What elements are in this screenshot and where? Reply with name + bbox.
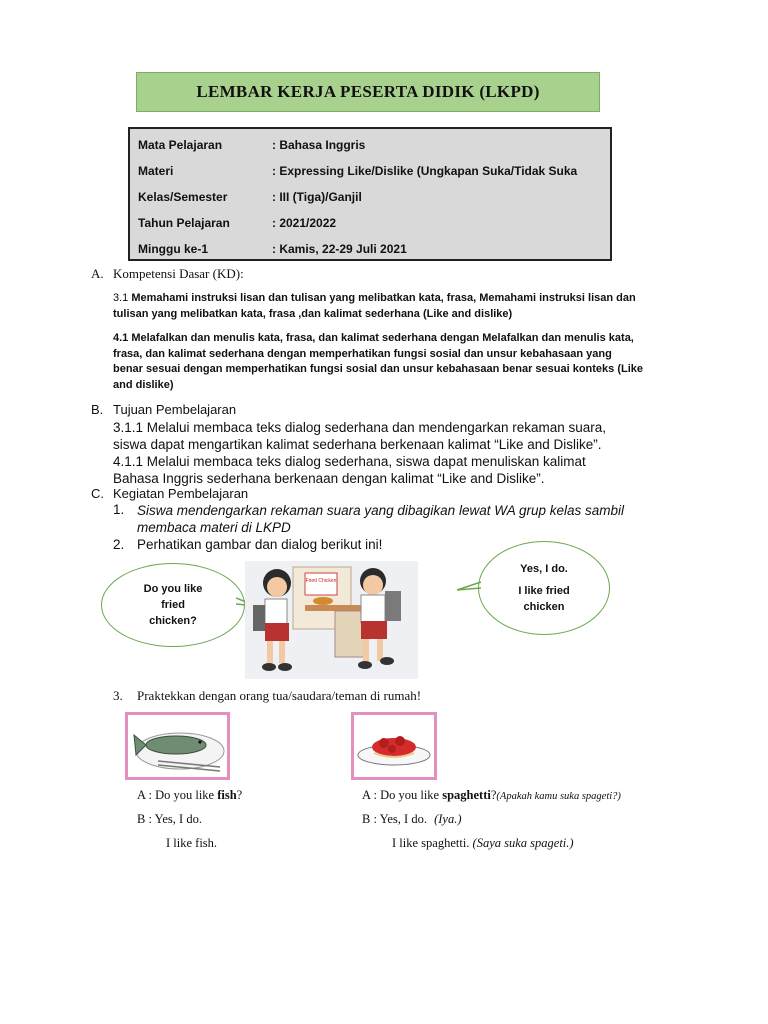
kd-4-1-line: 4.1 Melafalkan dan menulis kata, frasa, dan kalimat sederhana dengan Melafalkan dan menulis kata, bbox=[113, 332, 634, 344]
bubble-line: chicken bbox=[523, 601, 565, 613]
fish-plate-icon bbox=[128, 715, 227, 777]
section-b-marker: B. bbox=[91, 402, 104, 417]
section-c-marker: C. bbox=[91, 486, 104, 501]
activity-num: 3. bbox=[113, 688, 123, 703]
section-b-heading: Tujuan Pembelajaran bbox=[113, 402, 237, 417]
kids-fried-chicken-illustration bbox=[245, 561, 418, 679]
fish-dialog-a bbox=[137, 788, 242, 803]
objective-line: siswa dapat mengartikan kalimat sederhana berkenaan kalimat “Like and Dislike”. bbox=[113, 437, 602, 452]
info-value: : 2021/2022 bbox=[272, 216, 337, 230]
info-label: Minggu ke-1 bbox=[138, 242, 209, 256]
objectives bbox=[113, 419, 713, 487]
spaghetti-dialog-b bbox=[362, 812, 462, 827]
spaghetti-dialog-b2 bbox=[392, 836, 574, 851]
info-value: : Bahasa Inggris bbox=[272, 138, 366, 152]
spaghetti-picture-frame bbox=[351, 712, 437, 780]
dialog-text: : Do you like bbox=[148, 788, 218, 802]
speaker-a: A bbox=[137, 788, 146, 802]
dialog-punct: ? bbox=[236, 788, 243, 802]
dialog-punct: ? bbox=[490, 788, 497, 802]
objective-line: 3.1.1 Melalui membaca teks dialog sederhana dan mendengarkan rekaman suara, bbox=[113, 420, 607, 435]
dialog-text: : Do you like bbox=[373, 788, 443, 802]
spaghetti-dialog-a bbox=[362, 788, 621, 803]
bubble-line: fried bbox=[161, 599, 185, 611]
info-value: : Kamis, 22-29 Juli 2021 bbox=[272, 242, 407, 256]
bubble-line: Yes, I do. bbox=[520, 563, 568, 575]
dialog-text: I like spaghetti. bbox=[392, 836, 470, 850]
section-a-heading: Kompetensi Dasar (KD): bbox=[113, 266, 244, 281]
activity-2: Perhatikan gambar dan dialog berikut ini! bbox=[137, 537, 383, 552]
dialog-translation: (Iya.) bbox=[434, 812, 462, 826]
activity-num: 2. bbox=[113, 537, 125, 552]
objective-line: Bahasa Inggris sederhana berkenaan dengan kalimat “Like and Dislike”. bbox=[113, 471, 545, 486]
kd-4-1-line: frasa, dan kalimat sederhana dengan memperhatikan fungsi sosial dan unsur kebahasaan yang bbox=[113, 347, 612, 360]
info-label: Kelas/Semester bbox=[138, 190, 228, 204]
sign-text: Fried Chicken bbox=[305, 578, 337, 584]
info-value: : III (Tiga)/Ganjil bbox=[272, 190, 362, 204]
speaker-b: B bbox=[362, 812, 371, 826]
kd-3-1-line: tulisan yang melibatkan kata, frasa ,dan kalimat sederhana (Like and dislike) bbox=[113, 307, 513, 320]
info-table bbox=[128, 127, 612, 261]
page-title-text: LEMBAR KERJA PESERTA DIDIK (LKPD) bbox=[196, 82, 540, 101]
bubble-tail bbox=[455, 580, 483, 594]
spaghetti-plate-icon bbox=[354, 715, 434, 777]
fish-dialog-b bbox=[137, 812, 202, 827]
dialog-keyword: spaghetti bbox=[442, 788, 491, 802]
dialog-translation: (Apakah kamu suka spageti?) bbox=[496, 791, 621, 802]
dialog-text: : Yes, I do. bbox=[373, 812, 427, 826]
section-c-heading: Kegiatan Pembelajaran bbox=[113, 486, 249, 501]
fish-dialog-b2: I like fish. bbox=[166, 836, 218, 850]
kd-3-1-line: Memahami instruksi lisan dan tulisan yang melibatkan kata, frasa, Memahami instruksi lisan dan bbox=[131, 292, 636, 304]
info-label: Mata Pelajaran bbox=[138, 138, 223, 152]
activity-3: Praktekkan dengan orang tua/saudara/teman di rumah! bbox=[137, 688, 422, 703]
section-a-marker: A. bbox=[91, 266, 104, 281]
bubble-line: Do you like bbox=[143, 583, 203, 595]
speaker-b: B bbox=[137, 812, 146, 826]
kd-3-1 bbox=[113, 291, 713, 322]
kd-3-1-number: 3.1 bbox=[113, 292, 129, 304]
dialog-keyword: fish bbox=[217, 788, 237, 802]
bubble-line: chicken? bbox=[149, 615, 197, 627]
info-label: Tahun Pelajaran bbox=[138, 216, 230, 230]
speech-bubble-answer bbox=[478, 541, 610, 635]
dialog-text: : Yes, I do. bbox=[148, 812, 202, 826]
bubble-line: I like fried bbox=[518, 585, 570, 597]
kd-4-1-line: benar sesuai dengan memperhatikan fungsi sosial dan unsur kebahasaan benar sesuai konteks (Like bbox=[113, 363, 644, 375]
objective-line: 4.1.1 Melalui membaca teks dialog sederhana, siswa dapat menuliskan kalimat bbox=[113, 454, 586, 469]
info-label: Materi bbox=[138, 164, 174, 178]
activity-1 bbox=[137, 502, 624, 536]
speech-bubble-question bbox=[101, 563, 245, 647]
fish-picture-frame bbox=[125, 712, 230, 780]
dialog-translation: (Saya suka spageti.) bbox=[472, 836, 574, 850]
kd-4-1 bbox=[113, 331, 713, 393]
speaker-a: A bbox=[362, 788, 371, 802]
kd-4-1-line: and dislike) bbox=[113, 378, 174, 391]
activity-1-line: membaca materi di LKPD bbox=[137, 520, 291, 535]
activity-1-line: Siswa mendengarkan rekaman suara yang dibagikan lewat WA grup kelas sambil bbox=[137, 503, 625, 518]
page-title bbox=[136, 72, 600, 112]
info-value: : Expressing Like/Dislike (Ungkapan Suka/Tidak Suka bbox=[272, 164, 578, 178]
activity-num: 1. bbox=[113, 502, 125, 517]
